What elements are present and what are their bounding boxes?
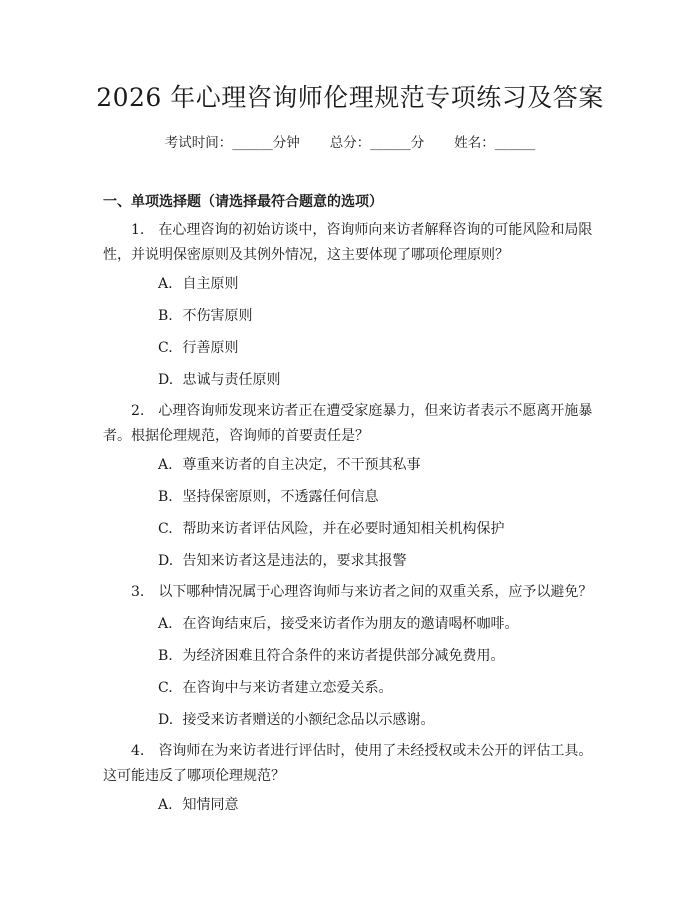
- exam-time-label: 考试时间：______分钟: [164, 135, 300, 151]
- question-3-option-a[interactable]: A. 在咨询结束后，接受来访者作为朋友的邀请喝杯咖啡。: [158, 616, 519, 632]
- document-title: 2026 年心理咨询师伦理规范专项练习及答案: [96, 83, 604, 112]
- question-2-option-c[interactable]: C. 帮助来访者评估风险，并在必要时通知相关机构保护: [158, 521, 505, 537]
- question-1-option-d[interactable]: D. 忠诚与责任原则: [158, 372, 281, 388]
- question-1-option-a[interactable]: A. 自主原则: [158, 276, 239, 292]
- question-2-option-a[interactable]: A. 尊重来访者的自主决定，不干预其私事: [158, 457, 421, 473]
- question-2-option-d[interactable]: D. 告知来访者这是违法的，要求其报警: [158, 553, 407, 569]
- question-3: 3. 以下哪种情况属于心理咨询师与来访者之间的双重关系，应予以避免？: [131, 584, 593, 600]
- question-1: 1. 在心理咨询的初始访谈中，咨询师向来访者解释咨询的可能风险和局限性，并说明保密原则及其例外情况，这主要体现了哪项伦理原则？: [103, 222, 593, 263]
- name-label: 姓名：______: [454, 135, 536, 151]
- question-4-option-a[interactable]: A. 知情同意: [158, 797, 239, 813]
- question-2-option-b[interactable]: B. 坚持保密原则，不透露任何信息: [158, 489, 379, 505]
- question-3-option-b[interactable]: B. 为经济困难且符合条件的来访者提供部分减免费用。: [158, 648, 505, 664]
- question-3-option-d[interactable]: D. 接受来访者赠送的小额纪念品以示感谢。: [158, 712, 435, 728]
- total-score-label: 总分：______分: [329, 135, 425, 151]
- question-4: 4. 咨询师在为来访者进行评估时，使用了未经授权或未公开的评估工具。这可能违反了哪项伦理规范？: [103, 743, 593, 784]
- question-1-option-c[interactable]: C. 行善原则: [158, 340, 239, 356]
- question-3-option-c[interactable]: C. 在咨询中与来访者建立恋爱关系。: [158, 680, 393, 696]
- section-title: 一、单项选择题（请选择最符合题意的选项）: [103, 194, 383, 210]
- question-2: 2. 心理咨询师发现来访者正在遭受家庭暴力，但来访者表示不愿离开施暴者。根据伦理规范，咨询师的首要责任是？: [103, 403, 593, 444]
- exam-meta: [0, 131, 700, 151]
- question-1-option-b[interactable]: B. 不伤害原则: [158, 308, 253, 324]
